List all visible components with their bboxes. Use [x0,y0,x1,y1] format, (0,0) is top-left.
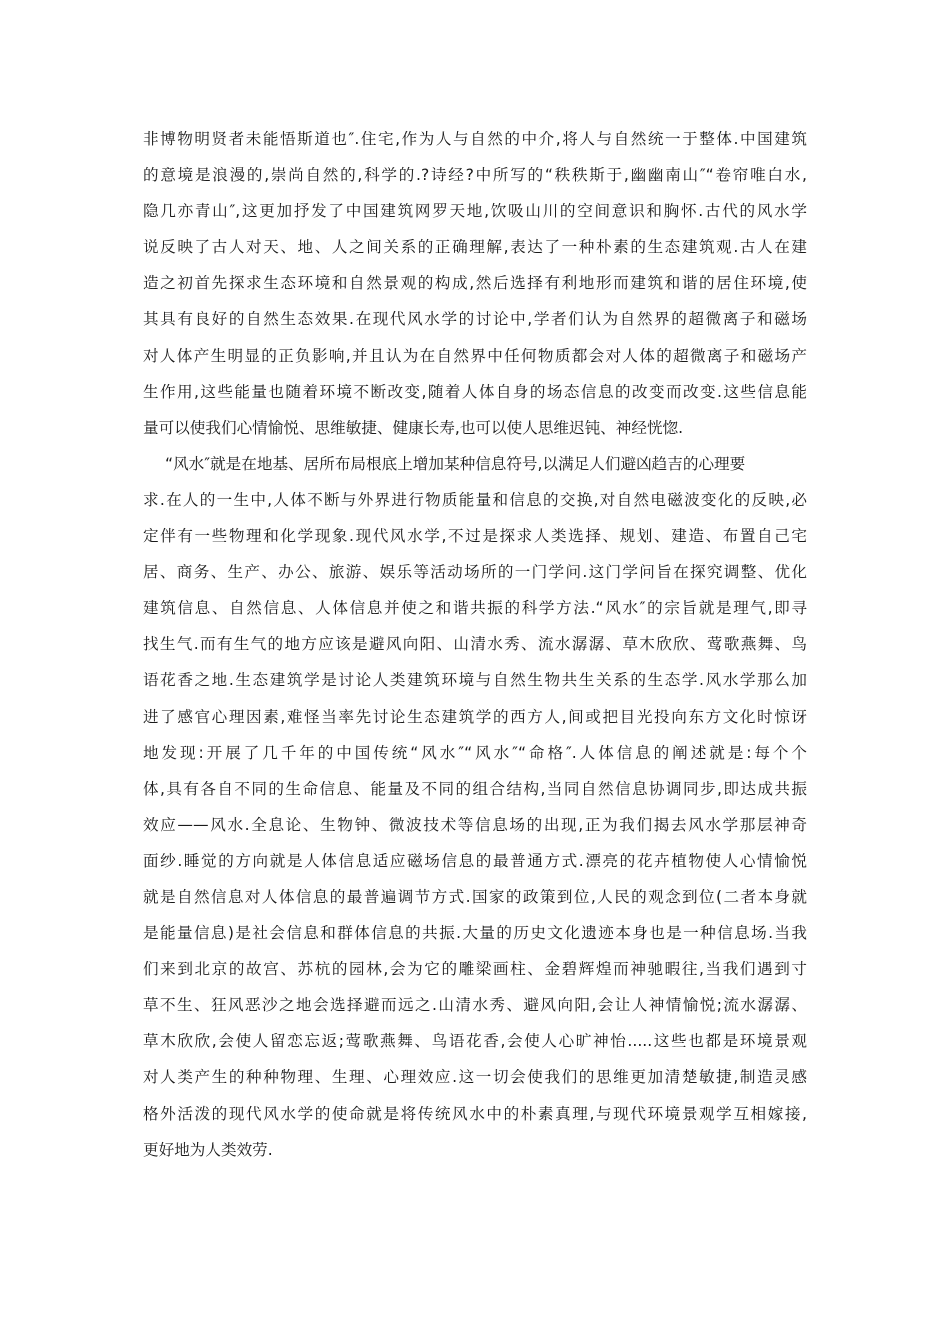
text-line: 面纱.睡觉的方向就是人体信息适应磁场信息的最普通方式.漂亮的花卉植物使人心情愉悦 [143,851,807,870]
text-line: 其具有良好的自然生态效果.在现代风水学的讨论中,学者们认为自然界的超微离子和磁场 [143,310,807,329]
paragraph-start-line: “风水″就是在地基、居所布局根底上增加某种信息符号,以满足人们避凶趋吉的心理要 [165,454,746,473]
text-line: 定伴有一些物理和化学现象.现代风水学,不过是探求人类选择、规划、建造、布置自己宅 [143,527,807,546]
text-line: 造之初首先探求生态环境和自然景观的构成,然后选择有利地形而建筑和谐的居住环境,使 [143,274,807,293]
text-line: 草不生、狂风恶沙之地会选择避而远之.山清水秀、避风向阳,会让人神情愉悦;流水潺潺、 [143,996,807,1015]
text-line: 的意境是浪漫的,崇尚自然的,科学的.?诗经?中所写的“秩秩斯于,幽幽南山″“卷帘唯白水, [143,166,807,185]
text-line: 体,具有各自不同的生命信息、能量及不同的组合结构,当同自然信息协调同步,即达成共振 [143,779,807,798]
text-line: 对人类产生的种种物理、生理、心理效应.这一切会使我们的思维更加清楚敏捷,制造灵感 [143,1068,807,1087]
text-line: 语花香之地.生态建筑学是讨论人类建筑环境与自然生物共生关系的生态学.风水学那么加 [143,671,807,690]
text-line: 地发现:开展了几千年的中国传统“风水″“风水″“命格″.人体信息的阐述就是:每个个 [143,743,807,762]
text-line: 对人体产生明显的正负影响,并且认为在自然界中任何物质都会对人体的超微离子和磁场产 [143,346,807,365]
paragraph-end-line: 量可以使我们心情愉悦、思维敏捷、健康长寿,也可以使人思维迟钝、神经恍惚. [143,418,684,437]
text-line: 建筑信息、自然信息、人体信息并使之和谐共振的科学方法.“风水″的宗旨就是理气,即寻 [143,599,807,618]
text-line: 效应——风水.全息论、生物钟、微波技术等信息场的出现,正为我们揭去风水学那层神奇 [143,815,807,834]
text-line: 非博物明贤者未能悟斯道也″.住宅,作为人与自然的中介,将人与自然统一于整体.中国建筑 [143,130,807,148]
text-line: 草木欣欣,会使人留恋忘返;莺歌燕舞、鸟语花香,会使人心旷神怡.....这些也都是环境景观 [143,1032,807,1051]
text-line: 隐几亦青山″,这更加抒发了中国建筑网罗天地,饮吸山川的空间意识和胸怀.古代的风水学 [143,202,807,221]
document-body [143,121,807,1168]
text-line: 居、商务、生产、办公、旅游、娱乐等活动场所的一门学问.这门学问旨在探究调整、优化 [143,563,807,582]
text-line: 生作用,这些能量也随着环境不断改变,随着人体自身的场态信息的改变而改变.这些信息能 [143,382,807,401]
text-line: 们来到北京的故宫、苏杭的园林,会为它的雕梁画柱、金碧辉煌而神驰暇往,当我们遇到寸 [143,960,807,979]
text-line: 求.在人的一生中,人体不断与外界进行物质能量和信息的交换,对自然电磁波变化的反映,必 [143,490,807,509]
text-line: 说反映了古人对天、地、人之间关系的正确理解,表达了一种朴素的生态建筑观.古人在建 [143,238,807,257]
paragraph-end-line: 更好地为人类效劳. [143,1140,273,1159]
text-line: 就是自然信息对人体信息的最普遍调节方式.国家的政策到位,人民的观念到位(二者本身就 [143,887,807,906]
text-line: 找生气.而有生气的地方应该是避风向阳、山清水秀、流水潺潺、草木欣欣、莺歌燕舞、鸟 [143,635,807,654]
text-line: 进了感官心理因素,难怪当率先讨论生态建筑学的西方人,间或把目光投向东方文化时惊讶 [143,707,807,726]
text-line: 格外活泼的现代风水学的使命就是将传统风水中的朴素真理,与现代环境景观学互相嫁接, [143,1104,807,1123]
text-line: 是能量信息)是社会信息和群体信息的共振.大量的历史文化遗迹本身也是一种信息场.当我 [143,924,807,943]
